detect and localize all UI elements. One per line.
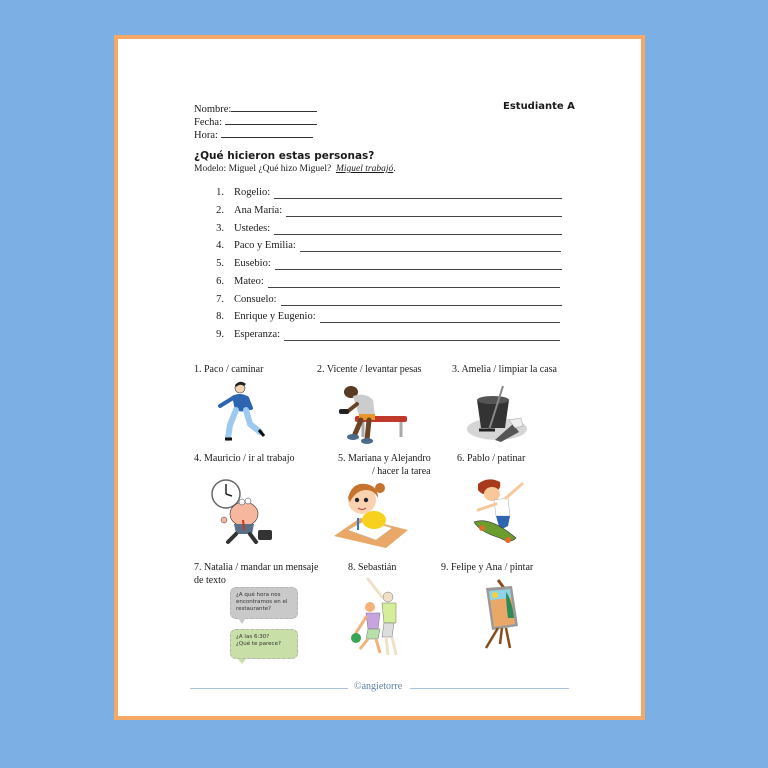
picture-label-2: 2. Vicente / levantar pesas [317, 364, 422, 375]
question-row[interactable] [210, 256, 562, 270]
weightlifter-icon [333, 382, 413, 444]
name-label: Nombre: [194, 104, 232, 115]
picture-label-5: 5. Mariana y Alejandro [338, 453, 431, 464]
answer-line[interactable] [286, 206, 562, 217]
girl-homework-icon [330, 478, 412, 550]
basketball-players-icon [348, 577, 406, 659]
model-suffix: . [393, 164, 396, 174]
question-number: 3. [216, 223, 224, 234]
answer-line[interactable] [281, 295, 562, 306]
text-message-gray-bubble: ¿A qué hora nos encontramos en el restaurante? [230, 587, 298, 619]
answer-line[interactable] [284, 330, 560, 341]
model-prefix: Modelo: Miguel ¿Qué hizo Miguel? [194, 164, 332, 174]
picture-label-7: 7. Natalia / mandar un mensaje [194, 562, 319, 573]
cleaning-bucket-icon [465, 384, 530, 444]
question-row[interactable] [210, 309, 560, 323]
question-row[interactable] [210, 238, 561, 252]
question-name: Eusebio: [234, 258, 271, 269]
bubble-tail-icon [238, 618, 246, 624]
picture-label-9: 9. Felipe y Ana / pintar [441, 562, 534, 573]
easel-painting-icon [478, 578, 528, 650]
answer-line[interactable] [274, 188, 562, 199]
question-number: 7. [216, 294, 224, 305]
bubble2-line1: ¿A las 6:30? [236, 634, 270, 640]
hour-blank[interactable] [221, 127, 313, 138]
footer-line-left [190, 688, 348, 689]
question-row[interactable] [210, 185, 562, 199]
hour-label: Hora: [194, 130, 218, 141]
model-answer: Miguel trabajó [335, 164, 394, 174]
question-number: 2. [216, 205, 224, 216]
question-name: Rogelio: [234, 187, 271, 198]
answer-line[interactable] [320, 312, 560, 323]
date-label: Fecha: [194, 117, 222, 128]
question-name: Esperanza: [234, 329, 281, 340]
question-name: Paco y Emilia: [234, 240, 296, 251]
answer-line[interactable] [274, 224, 562, 235]
model-sentence [194, 163, 396, 176]
question-number: 4. [216, 240, 224, 251]
name-blank[interactable] [231, 101, 317, 112]
question-row[interactable] [210, 203, 562, 217]
question-number: 5. [216, 258, 224, 269]
question-number: 9. [216, 329, 224, 340]
answer-line[interactable] [275, 259, 562, 270]
answer-line[interactable] [268, 277, 560, 288]
question-row[interactable] [210, 221, 562, 235]
question-name: Ustedes: [234, 223, 271, 234]
section-title: ¿Qué hicieron estas personas? [194, 150, 375, 162]
bubble2-line2: ¿Qué te parece? [236, 641, 281, 647]
picture-label-3: 3. Amelia / limpiar la casa [452, 364, 557, 375]
question-number: 8. [216, 311, 224, 322]
question-name: Ana María: [234, 205, 283, 216]
question-row[interactable] [210, 292, 562, 306]
picture-label-5b: / hacer la tarea [372, 466, 431, 477]
question-name: Enrique y Eugenio: [234, 311, 316, 322]
picture-label-8: 8. Sebastián [348, 562, 397, 573]
hour-field[interactable] [194, 127, 313, 142]
footer-line-right [410, 688, 569, 689]
skateboarder-icon [470, 476, 528, 544]
question-number: 6. [216, 276, 224, 287]
question-name: Mateo: [234, 276, 264, 287]
date-blank[interactable] [225, 114, 317, 125]
question-row[interactable] [210, 327, 560, 341]
bubble-tail-icon [238, 659, 246, 664]
question-number: 1. [216, 187, 224, 198]
picture-label-1: 1. Paco / caminar [194, 364, 264, 375]
picture-label-4: 4. Mauricio / ir al trabajo [194, 453, 295, 464]
picture-label-6: 6. Pablo / patinar [457, 453, 526, 464]
answer-line[interactable] [300, 241, 561, 252]
walking-man-icon [210, 380, 270, 442]
question-name: Consuelo: [234, 294, 277, 305]
question-row[interactable] [210, 274, 560, 288]
picture-label-7b: de texto [194, 575, 226, 586]
student-role: Estudiante A [503, 101, 575, 112]
businessman-clock-icon [208, 474, 283, 546]
text-message-green-bubble [230, 629, 298, 659]
copyright-credit: ©angietorre [354, 681, 403, 692]
